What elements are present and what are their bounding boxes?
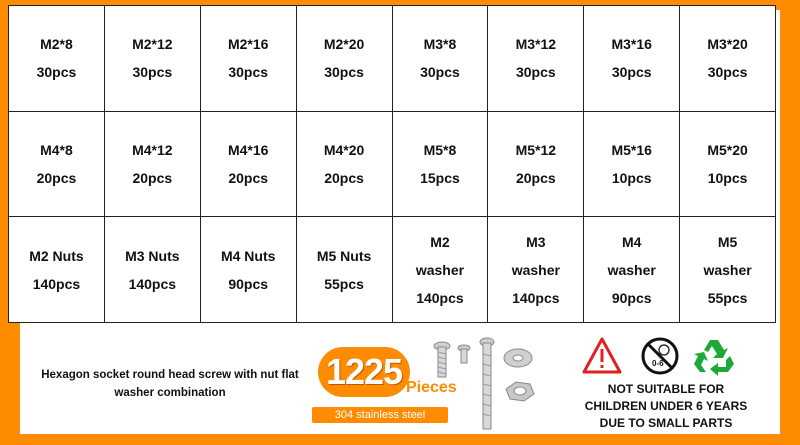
grid-cell xyxy=(105,217,201,323)
cell-quantity: 30pcs xyxy=(707,64,748,81)
cell-quantity: 15pcs xyxy=(420,169,460,186)
cell-quantity: 30pcs xyxy=(324,64,364,81)
no-children-icon xyxy=(643,339,677,373)
cell-quantity: 55pcs xyxy=(324,275,364,292)
cell-size: M3*16 xyxy=(611,36,652,53)
grid-cell xyxy=(584,6,680,112)
nut-icon xyxy=(506,382,534,401)
grid-cell xyxy=(584,112,680,218)
grid-cell xyxy=(488,217,584,323)
cell-quantity: 140pcs xyxy=(416,289,464,306)
cell-size: M2*8 xyxy=(40,36,73,53)
cell-quantity: 30pcs xyxy=(420,64,460,81)
cell-quantity: 10pcs xyxy=(611,169,652,186)
material-text: 304 stainless steel xyxy=(334,409,426,421)
cell-quantity: 20pcs xyxy=(515,169,556,186)
grid-cell xyxy=(297,112,393,218)
description-line-1: Hexagon socket round head screw with nut flat xyxy=(41,369,299,381)
cell-quantity: 140pcs xyxy=(32,275,81,292)
total-count: 1225 xyxy=(325,351,403,392)
cell-quantity: 140pcs xyxy=(128,275,177,292)
cell-size: M3*12 xyxy=(515,36,557,53)
grid-cell xyxy=(680,217,776,323)
cell-quantity: 20pcs xyxy=(324,169,364,186)
cell-quantity: 30pcs xyxy=(515,64,556,81)
product-description xyxy=(40,366,300,402)
grid-cell xyxy=(9,6,105,112)
cell-quantity: 10pcs xyxy=(707,169,748,186)
cell-size: M2 Nuts xyxy=(29,247,84,264)
cell-size: M5 xyxy=(717,233,738,250)
cell-size: M3*8 xyxy=(423,36,457,53)
total-count-badge xyxy=(318,347,410,397)
child-safety-warning xyxy=(566,381,766,432)
cell-size: M5*16 xyxy=(611,141,652,158)
grid-cell xyxy=(201,6,297,112)
grid-cell xyxy=(393,217,489,323)
cell-quantity: 20pcs xyxy=(132,169,173,186)
grid-cell xyxy=(488,112,584,218)
cell-size: M2*16 xyxy=(227,36,269,53)
grid-cell xyxy=(201,112,297,218)
cell-size: M5*20 xyxy=(707,141,748,158)
cell-size-line-2: washer xyxy=(511,261,560,278)
cell-size: M4*12 xyxy=(132,141,173,158)
grid-cell xyxy=(680,6,776,112)
recycle-icon xyxy=(694,340,734,376)
grid-cell xyxy=(584,217,680,323)
cell-quantity: 30pcs xyxy=(36,64,77,81)
cell-size: M4 Nuts xyxy=(220,247,276,264)
warning-line-3: DUE TO SMALL PARTS xyxy=(599,416,733,430)
cell-size: M2*12 xyxy=(132,36,173,53)
cell-quantity: 30pcs xyxy=(228,64,269,81)
washer-icon xyxy=(504,349,532,367)
material-label xyxy=(312,407,448,423)
grid-cell xyxy=(297,217,393,323)
cell-quantity: 20pcs xyxy=(228,169,269,186)
grid-cell xyxy=(201,217,297,323)
warning-line-2: CHILDREN UNDER 6 YEARS xyxy=(584,399,748,413)
warning-line-1: NOT SUITABLE FOR xyxy=(607,382,725,396)
grid-cell xyxy=(680,112,776,218)
pieces-label: Pieces xyxy=(406,379,457,396)
cell-size: M4*20 xyxy=(323,141,365,158)
grid-cell xyxy=(105,112,201,218)
description-line-2: washer combination xyxy=(114,387,226,399)
cell-quantity: 140pcs xyxy=(512,289,560,306)
grid-cell xyxy=(9,217,105,323)
grid-cell xyxy=(9,112,105,218)
cell-size-line-2: washer xyxy=(703,261,752,278)
cell-size: M3 xyxy=(526,233,546,250)
cell-size: M2 xyxy=(430,233,450,250)
cell-size: M4 xyxy=(621,233,642,250)
grid-cell xyxy=(297,6,393,112)
warning-triangle-icon xyxy=(584,339,620,372)
cell-size: M3 Nuts xyxy=(125,247,180,264)
screw-icon xyxy=(434,342,450,377)
cell-size-line-2: washer xyxy=(607,261,656,278)
grid-cell xyxy=(393,112,489,218)
cell-size: M2*20 xyxy=(323,36,365,53)
cell-size: M4*8 xyxy=(40,141,73,158)
screw-icon xyxy=(458,345,470,363)
grid-cell xyxy=(105,6,201,112)
cell-size: M5*12 xyxy=(515,141,557,158)
cell-quantity: 30pcs xyxy=(611,64,652,81)
grid-cell xyxy=(393,6,489,112)
cell-size: M5*8 xyxy=(423,141,457,158)
cell-quantity: 90pcs xyxy=(611,289,652,306)
screw-icon xyxy=(480,338,494,429)
cell-quantity: 55pcs xyxy=(707,289,748,306)
cell-size: M4*16 xyxy=(227,141,269,158)
age-badge: 0-6 xyxy=(652,359,664,368)
warning-icons xyxy=(582,336,742,376)
cell-size: M5 Nuts xyxy=(316,247,372,264)
cell-quantity: 30pcs xyxy=(132,64,173,81)
grid-cell xyxy=(488,6,584,112)
cell-size-line-2: washer xyxy=(415,261,465,278)
size-grid xyxy=(8,5,776,323)
cell-quantity: 90pcs xyxy=(228,275,269,292)
cell-size: M3*20 xyxy=(707,36,748,53)
cell-quantity: 20pcs xyxy=(36,169,77,186)
